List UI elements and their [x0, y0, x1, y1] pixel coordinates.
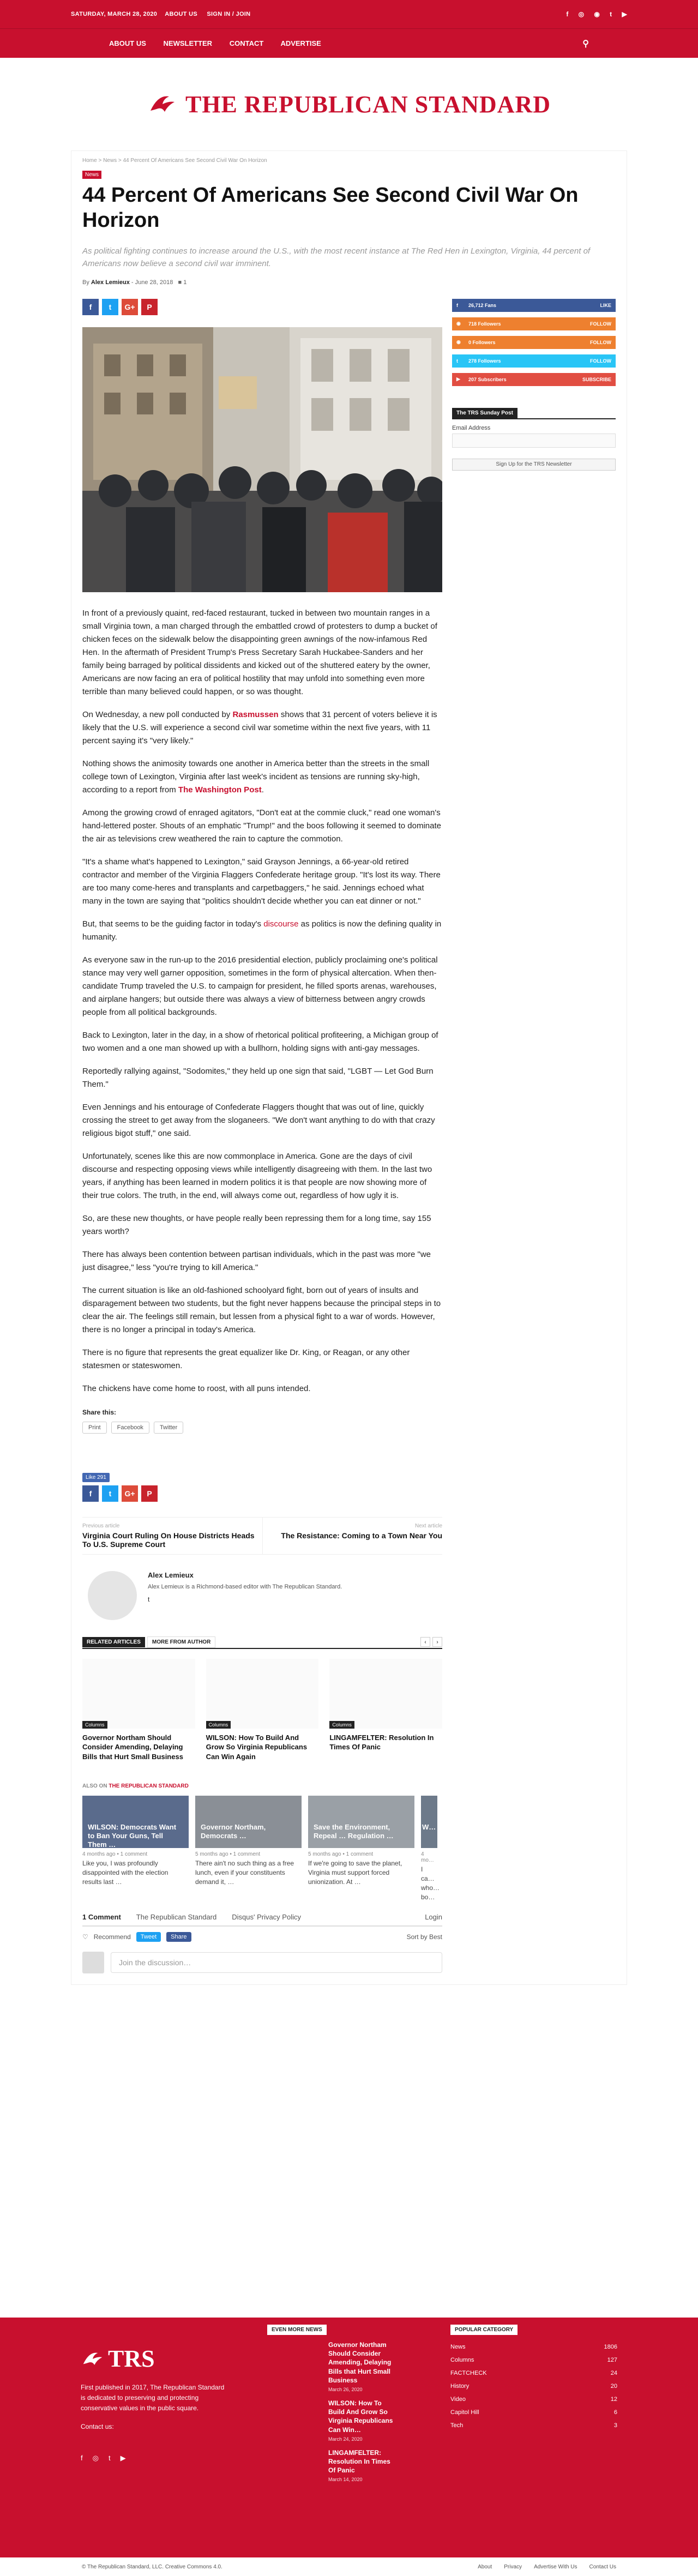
related-title[interactable]: LINGAMFELTER: Resolution In Times Of Panic [329, 1733, 434, 1752]
facebook-share-button[interactable]: f [82, 299, 99, 315]
main-column [82, 299, 442, 1973]
disqus-privacy-link[interactable]: Disqus' Privacy Policy [232, 1912, 301, 1921]
twitter-icon: t [456, 358, 458, 364]
avatar [82, 1952, 104, 1973]
related-tabs [82, 1636, 442, 1649]
content-wrapper [71, 151, 627, 1985]
youtube-icon[interactable]: ▶ [120, 2453, 126, 2462]
social-counter[interactable]: t 278 Followers FOLLOW [452, 354, 616, 368]
hero-image [82, 327, 442, 592]
related-item[interactable] [206, 1659, 319, 1762]
publish-date: June 28, 2018 [135, 279, 173, 286]
footer-link-about[interactable]: About [478, 2563, 492, 2570]
footer-social [81, 2454, 231, 2463]
twitter-icon[interactable]: t [610, 10, 612, 18]
related-item[interactable] [329, 1659, 442, 1762]
facebook-button[interactable]: Facebook [111, 1422, 149, 1434]
sidebar [452, 299, 616, 471]
facebook-icon[interactable]: f [81, 2453, 83, 2462]
related-category[interactable]: Columns [82, 1721, 107, 1729]
article-paragraph: There is no figure that represents the great equalizer like Dr. King, or Reagan, or any other statesmen or stateswomen. [82, 1347, 410, 1370]
facebook-icon[interactable]: f [566, 10, 569, 18]
rasmussen-link[interactable]: Rasmussen [232, 709, 279, 719]
google-share-button[interactable]: G+ [122, 1485, 138, 1502]
related-title[interactable]: Governor Northam Should Consider Amending, Delaying Bills that Hurt Small Business [82, 1733, 183, 1761]
category-link[interactable]: Columns 127 [450, 2357, 617, 2363]
disqus-card[interactable]: WILSON: Democrats Want to Ban Your Guns, Tell Them … 4 months ago • 1 comment Like you, I was profoundly disappointed with the election results last … [82, 1796, 189, 1901]
rss-icon[interactable]: ◉ [594, 10, 600, 18]
article-body [82, 607, 442, 1395]
related-category[interactable]: Columns [206, 1721, 231, 1729]
article-paragraph: "It's a shame what's happened to Lexington," said Grayson Jennings, a 66-year-old retired contractor and member of the Virginia Flaggers Confederate heritage group. "It's lost its way. There are too many come-heres and transplants and carpetbaggers," he said. Jennings echoed what many in the town are saying that "politics shouldn't decide whether you can eat dinner or not." [82, 857, 441, 906]
article-subtitle: As political fighting continues to increase around the U.S., with the most recent instance at The Red Hen in Lexington, Virginia, 44 percent of Americans now believe a second civil war imminent. [82, 246, 591, 269]
google-share-button[interactable]: G+ [122, 299, 138, 315]
heart-icon[interactable]: ♡ [82, 1933, 88, 1941]
category-link[interactable]: Tech 3 [450, 2422, 617, 2429]
chevron-left-icon[interactable]: ‹ [420, 1637, 430, 1647]
tab-more-from-author[interactable]: MORE FROM AUTHOR [147, 1636, 215, 1648]
footer-news-item[interactable]: Governor Northam Should Consider Amending, Delaying Bills that Hurt Small Business March 26, 2020 [328, 2341, 392, 2392]
main-nav [0, 28, 698, 58]
comment-icon[interactable]: ■ [178, 279, 182, 286]
article-paragraph: Unfortunately, scenes like this are now commonplace in America. Gone are the days of civil discourse and respecting opposing views while intelligently disagreeing with them. In the last two years, if anything has been learned in modern politics it is that people are now showing more of their true colors. The truth, in the end, will always come out, regardless of how ugly it is. [82, 1151, 432, 1200]
author-box [82, 1555, 442, 1636]
twitter-button[interactable]: Twitter [154, 1422, 183, 1434]
article-paragraph: So, are these new thoughts, or have people really been repressing them for a long time, say 155 years worth? [82, 1213, 431, 1236]
article-paragraph: But, that seems to be the guiding factor in today's discourse as politics is now the defining quality in humanity. [82, 919, 442, 942]
current-date: SATURDAY, MARCH 28, 2020 [71, 11, 158, 17]
tab-related[interactable]: RELATED ARTICLES [82, 1637, 145, 1647]
newsletter-title: The TRS Sunday Post [452, 408, 518, 418]
article-paragraph: On Wednesday, a new poll conducted by Rasmussen shows that 31 percent of voters believe it is likely that the U.S. will experience a second civil war sometime within the next five years, with 11 percent saying it's "very likely." [82, 709, 437, 745]
twitter-share-button[interactable]: t [102, 1485, 118, 1502]
facebook-share-button[interactable]: f [82, 1485, 99, 1502]
social-counter[interactable]: ◉ 718 Followers FOLLOW [452, 317, 616, 330]
also-on-heading: ALSO ON THE REPUBLICAN STANDARD [82, 1783, 189, 1790]
newsletter-signup-button[interactable]: Sign Up for the TRS Newsletter [452, 459, 616, 471]
article-paragraph: Even Jennings and his entourage of Confederate Flaggers thought that was out of line, quickly crossing the street to get away from the sloganeers. "We don't want anything to do with that crazy religious bigot stuff," one said. [82, 1102, 435, 1138]
twitter-icon[interactable]: t [148, 1595, 150, 1603]
related-category[interactable]: Columns [329, 1721, 354, 1729]
article-meta: By Alex Lemieux - June 28, 2018 ■ 1 [82, 279, 187, 286]
chevron-right-icon[interactable]: › [432, 1637, 442, 1647]
share-buttons-top [82, 299, 442, 315]
logo-mark-icon [81, 2347, 105, 2371]
footer-news-title: EVEN MORE NEWS [267, 2325, 327, 2335]
footer-link-contact[interactable]: Contact Us [589, 2563, 616, 2570]
email-label: Email Address [452, 424, 491, 431]
category-badge[interactable]: News [82, 171, 101, 179]
nav-item-newsletter[interactable]: NEWSLETTER [163, 39, 213, 47]
disqus-header [82, 1913, 442, 1927]
youtube-icon: ▶ [456, 376, 460, 382]
article-paragraph: The chickens have come home to roost, with all puns intended. [82, 1383, 311, 1393]
footer-news-item[interactable]: LINGAMFELTER: Resolution In Times Of Panic March 14, 2020 [328, 2448, 390, 2483]
category-link[interactable]: Capitol Hill 6 [450, 2409, 617, 2416]
search-icon[interactable]: ⚲ [582, 39, 589, 49]
discourse-link[interactable]: discourse [263, 919, 299, 929]
footer-news-item[interactable]: WILSON: How To Build And Grow So Virginia Republicans Can Win… March 24, 2020 [328, 2399, 393, 2442]
category-link[interactable]: Video 12 [450, 2396, 617, 2403]
social-counter[interactable]: ◉ 0 Followers FOLLOW [452, 336, 616, 349]
nav-item-contact[interactable]: CONTACT [229, 39, 264, 47]
share-this-buttons [82, 1422, 442, 1434]
washington-post-link[interactable]: The Washington Post [178, 785, 262, 795]
copyright-bar [0, 2557, 698, 2576]
prev-article[interactable]: Previous article Virginia Court Ruling On House Districts Heads To U.S. Supreme Court [82, 1522, 255, 1549]
print-button[interactable]: Print [82, 1422, 107, 1434]
nav-item-advertise[interactable]: ADVERTISE [280, 39, 321, 47]
youtube-icon[interactable]: ▶ [622, 10, 627, 18]
disqus-card[interactable]: W… 4 mo… I ca… who… bo… [421, 1796, 437, 1901]
article-paragraph: In front of a previously quaint, red-faced restaurant, tucked in between two mountain ranges in a small Virginia town, a man charged through the embattled crowd of protesters to dump a bucket of chicken feces on the sidewalk below the disappointing green awnings of the now-infamous Red Hen. In the aftermath of President Trump's Press Secretary Sarah Huckabee-Sanders and her family being barraged by political dissidents and kicked out of the shuttered eatery by the owner, Americans are now facing an era of political hostility that may unfold into something even more terrible than many believed could happen, or so was thought. [82, 608, 437, 696]
category-link[interactable]: History 20 [450, 2383, 617, 2390]
article-paragraph: The current situation is like an old-fashioned schoolyard fight, born out of years of insults and disparagement between two students, but the fight never happens because the principal steps in to clear the air. The feelings still remain, but lessen from a physical fight to a war of words. However, there is no longer a principal in today's America. [82, 1285, 441, 1334]
site-logo[interactable] [0, 58, 698, 151]
article-paragraph: As everyone saw in the run-up to the 2016 presidential election, publicly proclaiming one's political stance may very well garner opposition, sometimes in the form of physical altercation. When then-candidate Trump traveled the U.S. to campaign for president, he filled sports arenas, warehouses, and airplane hangers; but outside there was always a view of bitterness between angry crowds people from all political backgrounds. [82, 955, 438, 1017]
comment-input[interactable]: Join the discussion… [111, 1952, 442, 1973]
rss-icon: ◉ [456, 339, 461, 345]
category-link[interactable]: News 1806 [450, 2344, 617, 2350]
footer-contact[interactable]: Contact us: [81, 2422, 114, 2430]
footer-about: First published in 2017, The Republican Standard is dedicated to preserving and protecting conservative values in the public square. [81, 2384, 225, 2412]
nav-item-about[interactable]: ABOUT US [109, 39, 146, 47]
disqus-card[interactable]: Governor Northam, Democrats … 5 months ago • 1 comment There ain't no such thing as a free lunch, even if your constituents demand it, … [195, 1796, 302, 1901]
breadcrumb[interactable]: Home > News > 44 Percent Of Americans See Second Civil War On Horizon [82, 158, 267, 164]
top-link-signin[interactable]: SIGN IN / JOIN [207, 11, 251, 17]
facebook-icon: f [456, 302, 458, 308]
logo-mark-icon [147, 89, 178, 119]
article-paragraph: Nothing shows the animosity towards one another in America better than the streets in the small college town of Lexington, Virginia after last week's incident as tensions are running sky-high, according to a report from The Washington Post. [82, 759, 430, 795]
footer [0, 2318, 698, 2557]
sort-dropdown[interactable]: Sort by Best [406, 1933, 442, 1941]
instagram-icon[interactable]: ◎ [578, 10, 585, 18]
avatar[interactable] [88, 1571, 137, 1620]
disqus-card[interactable]: Save the Environment, Repeal … Regulation … 5 months ago • 1 comment If we're going to save the planet, Virginia must support forced unionization. At … [308, 1796, 414, 1901]
facebook-like-button[interactable]: Like 291 [82, 1473, 110, 1482]
site-name: THE REPUBLICAN STANDARD [185, 91, 551, 118]
footer-logo[interactable]: TRS [81, 2345, 231, 2373]
footer-category-title: POPULAR CATEGORY [450, 2325, 518, 2335]
disqus-actions [82, 1932, 442, 1942]
share-buttons-bottom [82, 1485, 442, 1502]
article-paragraph: Among the growing crowd of enraged agitators, "Don't eat at the commie cluck," read one woman's hand-lettered poster. Shouts of an emphatic "Trump!" and the boos following it seemed to dominate the air as televisions crew weathered the rain to capture the commotion. [82, 808, 441, 844]
instagram-icon[interactable]: ◎ [92, 2453, 99, 2462]
next-article[interactable]: Next article The Resistance: Coming to a Town Near You [262, 1518, 443, 1554]
recommend-button[interactable]: Recommend [93, 1933, 131, 1941]
email-field[interactable] [452, 434, 616, 448]
author-name[interactable]: Alex Lemieux [148, 1570, 194, 1579]
comment-count[interactable]: 1 [183, 279, 187, 286]
top-link-about[interactable]: ABOUT US [165, 11, 198, 17]
social-counter[interactable]: ▶ 207 Subscribers SUBSCRIBE [452, 373, 616, 386]
related-item[interactable] [82, 1659, 195, 1762]
prev-next-nav [82, 1517, 442, 1555]
share-this-label: Share this: [82, 1408, 117, 1416]
pinterest-share-button[interactable]: P [141, 1485, 158, 1502]
twitter-icon[interactable]: t [108, 2453, 111, 2462]
page-title: 44 Percent Of Americans See Second Civil War On Horizon [82, 184, 579, 232]
top-bar [0, 0, 698, 28]
comment-total: 1 Comment [82, 1912, 121, 1921]
disqus-site-tab[interactable]: The Republican Standard [136, 1912, 217, 1921]
tweet-button[interactable]: Tweet [136, 1932, 161, 1942]
copyright-text: © The Republican Standard, LLC. Creative Commons 4.0. [82, 2563, 222, 2570]
footer-link-privacy[interactable]: Privacy [504, 2563, 522, 2570]
author-link[interactable]: Alex Lemieux [91, 279, 130, 286]
rss-icon: ◉ [456, 321, 461, 327]
login-button[interactable]: Login [425, 1912, 442, 1921]
twitter-share-button[interactable]: t [102, 299, 118, 315]
social-counter[interactable]: f 26,712 Fans LIKE [452, 299, 616, 312]
pinterest-share-button[interactable]: P [141, 299, 158, 315]
author-bio: Alex Lemieux is a Richmond-based editor with The Republican Standard. [148, 1583, 342, 1590]
footer-link-advertise[interactable]: Advertise With Us [534, 2563, 577, 2570]
disqus-recommendations [82, 1796, 442, 1901]
related-articles [82, 1659, 442, 1762]
facebook-share-button[interactable]: Share [166, 1932, 191, 1942]
comment-composer [82, 1952, 442, 1973]
article-paragraph: Back to Lexington, later in the day, in a show of rhetorical political profiteering, a Michigan group of two women and a one man showed up with a bullhorn, holding signs with anti-gay messages. [82, 1030, 438, 1053]
related-title[interactable]: WILSON: How To Build And Grow So Virginia Republicans Can Win Again [206, 1733, 308, 1761]
top-social [566, 10, 627, 18]
category-link[interactable]: FACTCHECK 24 [450, 2370, 617, 2376]
article-paragraph: Reportedly rallying against, "Sodomites," they held up one sign that said, "LGBT — Let God Burn Them." [82, 1066, 434, 1089]
article-paragraph: There has always been contention between partisan individuals, which in the past was more "we just disagree," less "you're trying to kill America." [82, 1249, 431, 1272]
